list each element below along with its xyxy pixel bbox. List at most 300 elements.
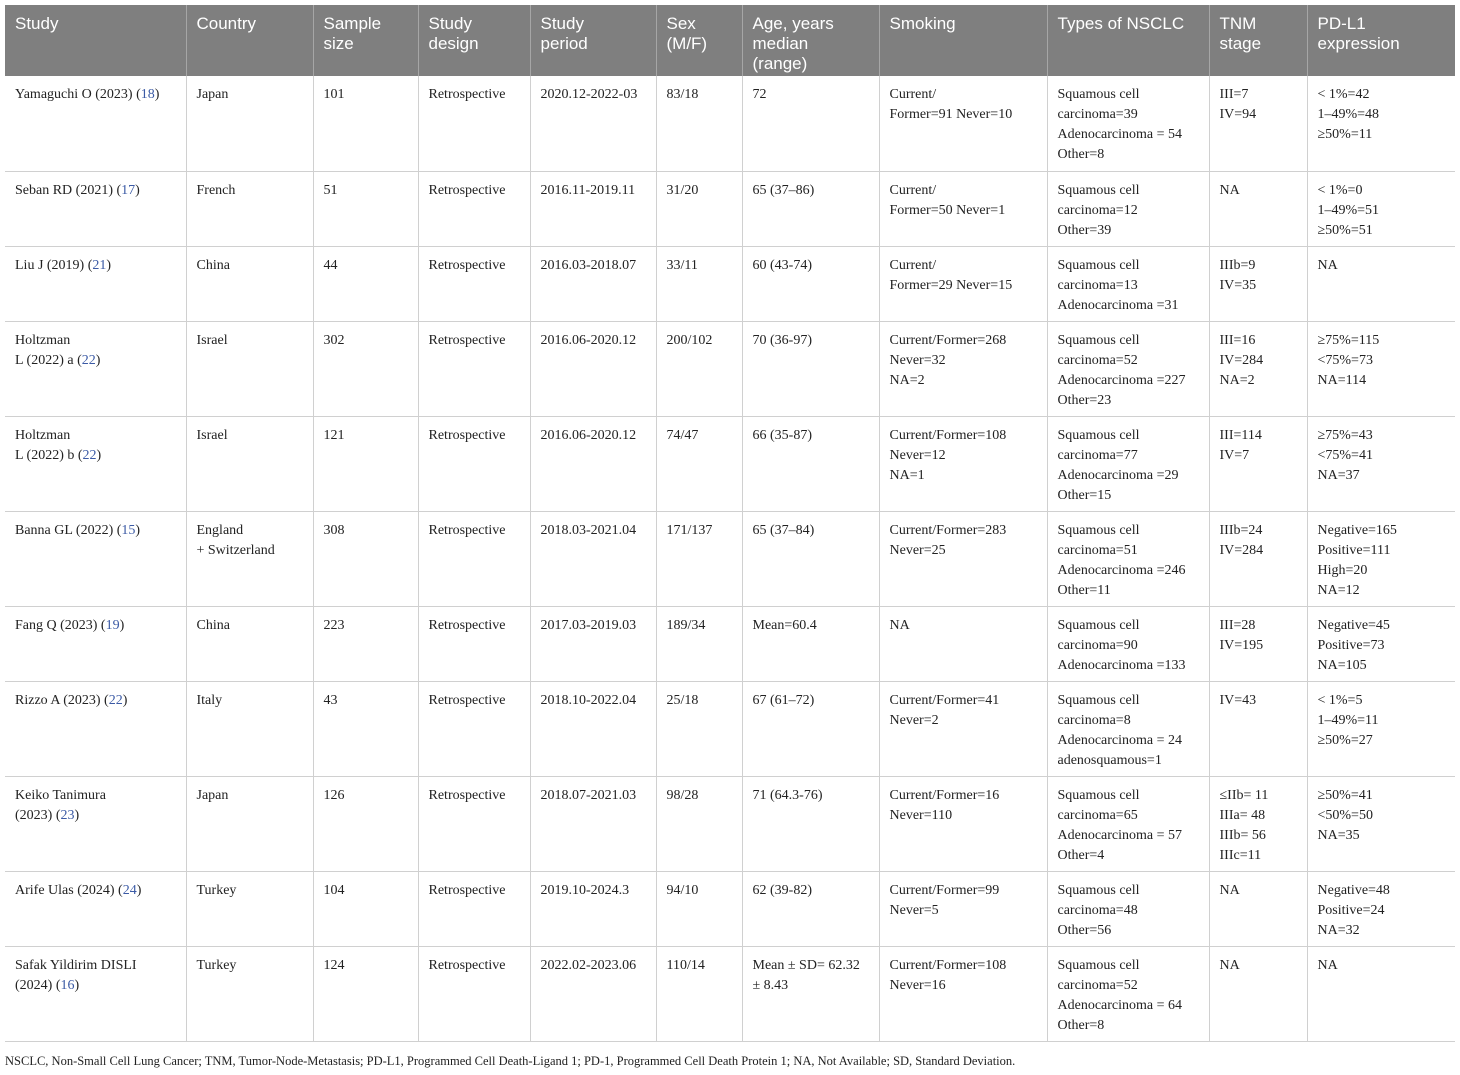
age-line: Mean=60.4 xyxy=(752,617,817,633)
study-label: Seban RD (2021) ( xyxy=(15,182,122,198)
closing-paren: ) xyxy=(136,882,142,898)
header-study-period xyxy=(530,5,656,76)
cell-sex: 189/34 xyxy=(656,606,742,681)
table-row xyxy=(5,606,1455,681)
cell-sex: 31/20 xyxy=(656,171,742,246)
age-line: 66 (35-87) xyxy=(752,427,812,443)
cell-sample: 101 xyxy=(313,76,418,171)
pdl1-line: Negative=45 xyxy=(1317,617,1390,633)
types-line: carcinoma=12 xyxy=(1057,202,1138,218)
smoking-line: Current/ xyxy=(889,257,937,273)
types-line: Squamous cell xyxy=(1057,522,1140,538)
types-line: Squamous cell xyxy=(1057,957,1140,973)
header-line: PD-L1 xyxy=(1317,14,1366,33)
cell-design: Retrospective xyxy=(418,76,530,171)
pdl1-line: < 1%=42 xyxy=(1317,87,1370,102)
cell-smoking xyxy=(879,681,1047,776)
cell-study xyxy=(5,511,186,606)
types-line: Other=11 xyxy=(1057,582,1111,598)
age-line: Mean ± SD= 62.32 xyxy=(752,957,860,973)
study-citation-line xyxy=(15,616,176,636)
header-row xyxy=(5,5,1455,76)
cell-period: 2018.10-2022.04 xyxy=(530,681,656,776)
tnm-line: IIIa= 48 xyxy=(1219,807,1266,823)
tnm-line: IIIc=11 xyxy=(1219,847,1262,863)
pdl1-line: High=20 xyxy=(1317,562,1368,578)
types-line: Other=23 xyxy=(1057,392,1112,408)
cell-smoking xyxy=(879,946,1047,1041)
closing-paren: ) xyxy=(119,617,125,633)
study-label: Liu J (2019) ( xyxy=(15,257,93,273)
age-line: 62 (39-82) xyxy=(752,882,812,898)
closing-paren: ) xyxy=(74,807,80,823)
types-line: Squamous cell xyxy=(1057,427,1140,443)
header-pdl1-expression xyxy=(1307,5,1455,76)
study-citation-line xyxy=(15,521,176,541)
pdl1-line: NA=114 xyxy=(1317,372,1367,388)
header-line: Sex xyxy=(666,14,696,33)
cell-sample: 44 xyxy=(313,246,418,321)
tnm-line: ≤IIb= 11 xyxy=(1219,787,1269,803)
cell-sample: 308 xyxy=(313,511,418,606)
types-line: Other=8 xyxy=(1057,1017,1105,1033)
cell-design: Retrospective xyxy=(418,416,530,511)
types-line: Adenocarcinoma =31 xyxy=(1057,297,1179,313)
tnm-line: IV=94 xyxy=(1219,107,1257,122)
smoking-line: Current/Former=268 xyxy=(889,332,1007,348)
cell-pdl1 xyxy=(1307,321,1455,416)
cell-design: Retrospective xyxy=(418,946,530,1041)
pdl1-line: ≥50%=51 xyxy=(1317,222,1373,238)
header-line: Types of NSCLC xyxy=(1057,14,1185,33)
cell-design: Retrospective xyxy=(418,871,530,946)
types-line: carcinoma=8 xyxy=(1057,712,1131,728)
age-line: 67 (61–72) xyxy=(752,692,815,708)
pdl1-line: Negative=48 xyxy=(1317,882,1390,898)
pdl1-line: ≥50%=27 xyxy=(1317,732,1373,748)
table-row xyxy=(5,416,1455,511)
cell-study xyxy=(5,871,186,946)
study-name-line: Safak Yildirim DISLI xyxy=(15,957,137,973)
cell-types xyxy=(1047,321,1209,416)
pdl1-line: NA=37 xyxy=(1317,467,1360,483)
cell-country xyxy=(186,606,313,681)
cell-design: Retrospective xyxy=(418,776,530,871)
cell-age xyxy=(742,681,879,776)
smoking-line: Never=2 xyxy=(889,712,939,728)
smoking-line: Current/Former=108 xyxy=(889,427,1007,443)
cell-period: 2017.03-2019.03 xyxy=(530,606,656,681)
cell-tnm xyxy=(1209,321,1307,416)
cell-tnm xyxy=(1209,871,1307,946)
cell-sample: 104 xyxy=(313,871,418,946)
cell-country xyxy=(186,246,313,321)
smoking-line: Never=110 xyxy=(889,807,953,823)
cell-sample: 121 xyxy=(313,416,418,511)
study-name-line: Holtzman xyxy=(15,332,71,348)
header-tnm-stage xyxy=(1209,5,1307,76)
cell-types xyxy=(1047,681,1209,776)
cell-design: Retrospective xyxy=(418,681,530,776)
cell-country xyxy=(186,76,313,171)
types-line: carcinoma=90 xyxy=(1057,637,1138,653)
cell-age xyxy=(742,776,879,871)
reference-link[interactable]: 17 xyxy=(121,182,136,198)
study-characteristics-table xyxy=(5,5,1455,1042)
cell-country xyxy=(186,946,313,1041)
closing-paren: ) xyxy=(74,977,80,993)
study-label: Rizzo A (2023) ( xyxy=(15,692,109,708)
reference-link[interactable]: 23 xyxy=(60,807,75,823)
types-line: carcinoma=39 xyxy=(1057,107,1138,122)
types-line: Other=4 xyxy=(1057,847,1105,863)
cell-pdl1 xyxy=(1307,871,1455,946)
pdl1-line: Positive=24 xyxy=(1317,902,1385,918)
smoking-line: Current/Former=99 xyxy=(889,882,1000,898)
pdl1-line: Positive=111 xyxy=(1317,542,1391,558)
country-line: Turkey xyxy=(196,882,237,898)
smoking-line: Current/ xyxy=(889,182,937,198)
cell-smoking xyxy=(879,321,1047,416)
cell-tnm xyxy=(1209,246,1307,321)
study-citation-line xyxy=(15,976,176,996)
cell-study xyxy=(5,171,186,246)
cell-age xyxy=(742,171,879,246)
age-line: 65 (37–84) xyxy=(752,522,815,538)
cell-pdl1 xyxy=(1307,511,1455,606)
study-citation-line xyxy=(15,181,176,201)
smoking-line: Never=12 xyxy=(889,447,946,463)
table-body xyxy=(5,76,1455,1041)
country-line: + Switzerland xyxy=(196,542,275,558)
header-line: Study xyxy=(428,14,472,33)
cell-age xyxy=(742,321,879,416)
smoking-line: Never=32 xyxy=(889,352,946,368)
study-citation-line xyxy=(15,446,176,466)
cell-types xyxy=(1047,606,1209,681)
cell-period: 2022.02-2023.06 xyxy=(530,946,656,1041)
types-line: Adenocarcinoma = 64 xyxy=(1057,997,1183,1013)
header-line: stage xyxy=(1219,34,1262,53)
study-citation-line xyxy=(15,256,176,276)
cell-period: 2016.06-2020.12 xyxy=(530,321,656,416)
tnm-line: III=28 xyxy=(1219,617,1256,633)
closing-paren: ) xyxy=(135,522,141,538)
table-row xyxy=(5,76,1455,171)
reference-link[interactable]: 21 xyxy=(92,257,107,273)
cell-period: 2016.06-2020.12 xyxy=(530,416,656,511)
header-smoking xyxy=(879,5,1047,76)
types-line: Adenocarcinoma = 57 xyxy=(1057,827,1183,843)
country-line: China xyxy=(196,257,230,273)
tnm-line: IIIb=24 xyxy=(1219,522,1263,538)
country-line: England xyxy=(196,522,244,538)
pdl1-line: NA=105 xyxy=(1317,657,1367,673)
cell-types xyxy=(1047,416,1209,511)
types-line: Adenocarcinoma = 54 xyxy=(1057,127,1183,142)
age-line: ± 8.43 xyxy=(752,977,789,993)
cell-smoking xyxy=(879,871,1047,946)
reference-link[interactable]: 15 xyxy=(121,522,136,538)
cell-age xyxy=(742,511,879,606)
header-line: TNM xyxy=(1219,14,1257,33)
cell-period: 2020.12-2022-03 xyxy=(530,76,656,171)
header-sex xyxy=(656,5,742,76)
header-line: size xyxy=(323,34,354,53)
smoking-line: NA xyxy=(889,617,910,633)
cell-sex: 110/14 xyxy=(656,946,742,1041)
country-line: Turkey xyxy=(196,957,237,973)
tnm-line: IV=35 xyxy=(1219,277,1257,293)
closing-paren: ) xyxy=(122,692,128,708)
cell-sex: 33/11 xyxy=(656,246,742,321)
smoking-line: Never=5 xyxy=(889,902,939,918)
smoking-line: Current/Former=283 xyxy=(889,522,1007,538)
table-row xyxy=(5,871,1455,946)
cell-age xyxy=(742,416,879,511)
types-line: carcinoma=13 xyxy=(1057,277,1138,293)
table-row xyxy=(5,171,1455,246)
cell-pdl1 xyxy=(1307,946,1455,1041)
cell-period: 2016.03-2018.07 xyxy=(530,246,656,321)
table-row xyxy=(5,321,1455,416)
pdl1-line: <75%=41 xyxy=(1317,447,1373,463)
study-label: Banna GL (2022) ( xyxy=(15,522,122,538)
tnm-line: IIIb= 56 xyxy=(1219,827,1266,843)
reference-link[interactable]: 22 xyxy=(82,447,97,463)
smoking-line: Current/ xyxy=(889,87,937,102)
cell-design: Retrospective xyxy=(418,511,530,606)
tnm-line: NA=2 xyxy=(1219,372,1255,388)
cell-sex: 74/47 xyxy=(656,416,742,511)
study-citation-line xyxy=(15,351,176,371)
tnm-line: IV=284 xyxy=(1219,542,1264,558)
cell-age xyxy=(742,606,879,681)
cell-types xyxy=(1047,171,1209,246)
table-row xyxy=(5,946,1455,1041)
cell-smoking xyxy=(879,776,1047,871)
tnm-line: III=114 xyxy=(1219,427,1262,443)
cell-period: 2016.11-2019.11 xyxy=(530,171,656,246)
cell-country xyxy=(186,416,313,511)
header-line: (M/F) xyxy=(666,34,708,53)
types-line: Other=15 xyxy=(1057,487,1112,503)
smoking-line: Current/Former=108 xyxy=(889,957,1007,973)
cell-smoking xyxy=(879,171,1047,246)
cell-country xyxy=(186,776,313,871)
table-row xyxy=(5,246,1455,321)
country-line: Israel xyxy=(196,332,228,348)
table-container xyxy=(5,5,1455,1042)
cell-sample: 124 xyxy=(313,946,418,1041)
cell-study xyxy=(5,76,186,171)
country-line: Japan xyxy=(196,787,229,803)
types-line: carcinoma=52 xyxy=(1057,352,1138,368)
pdl1-line: 1–49%=48 xyxy=(1317,107,1380,122)
smoking-line: NA=1 xyxy=(889,467,925,483)
cell-country xyxy=(186,321,313,416)
cell-sample: 51 xyxy=(313,171,418,246)
cell-pdl1 xyxy=(1307,76,1455,171)
cell-types xyxy=(1047,946,1209,1041)
header-study-design xyxy=(418,5,530,76)
types-line: Squamous cell xyxy=(1057,617,1140,633)
pdl1-line: ≥75%=115 xyxy=(1317,332,1380,348)
types-line: carcinoma=77 xyxy=(1057,447,1138,463)
types-line: Squamous cell xyxy=(1057,87,1140,102)
study-label: (2024) ( xyxy=(15,977,61,993)
cell-age xyxy=(742,76,879,171)
smoking-line: Current/Former=16 xyxy=(889,787,1000,803)
age-line: 71 (64.3-76) xyxy=(752,787,823,803)
cell-types xyxy=(1047,76,1209,171)
study-citation-line xyxy=(15,806,176,826)
pdl1-line: NA xyxy=(1317,257,1338,273)
age-line: 65 (37–86) xyxy=(752,182,815,198)
table-row xyxy=(5,681,1455,776)
cell-pdl1 xyxy=(1307,246,1455,321)
cell-types xyxy=(1047,511,1209,606)
cell-sex: 83/18 xyxy=(656,76,742,171)
cell-pdl1 xyxy=(1307,416,1455,511)
cell-period: 2018.03-2021.04 xyxy=(530,511,656,606)
study-citation-line xyxy=(15,85,176,105)
cell-pdl1 xyxy=(1307,776,1455,871)
cell-sex: 200/102 xyxy=(656,321,742,416)
study-label: (2023) ( xyxy=(15,807,61,823)
study-label: Yamaguchi O (2023) ( xyxy=(15,87,141,102)
types-line: Squamous cell xyxy=(1057,692,1140,708)
reference-link[interactable]: 16 xyxy=(60,977,75,993)
closing-paren: ) xyxy=(135,182,140,198)
types-line: Squamous cell xyxy=(1057,182,1140,198)
reference-link[interactable]: 18 xyxy=(140,87,155,102)
cell-study xyxy=(5,606,186,681)
cell-smoking xyxy=(879,511,1047,606)
tnm-line: IV=7 xyxy=(1219,447,1250,463)
header-nsclc-types xyxy=(1047,5,1209,76)
cell-sex: 98/28 xyxy=(656,776,742,871)
table-row xyxy=(5,511,1455,606)
types-line: Other=39 xyxy=(1057,222,1112,238)
header-line: Age, years xyxy=(752,14,834,33)
types-line: Squamous cell xyxy=(1057,882,1140,898)
cell-smoking xyxy=(879,246,1047,321)
types-line: carcinoma=65 xyxy=(1057,807,1138,823)
closing-paren: ) xyxy=(106,257,112,273)
cell-tnm xyxy=(1209,76,1307,171)
pdl1-line: NA xyxy=(1317,957,1338,973)
study-label: L (2022) b ( xyxy=(15,447,83,463)
header-sample-size xyxy=(313,5,418,76)
pdl1-line: < 1%=5 xyxy=(1317,692,1363,708)
cell-study xyxy=(5,416,186,511)
table-row xyxy=(5,776,1455,871)
pdl1-line: Negative=165 xyxy=(1317,522,1397,538)
tnm-line: IIIb=9 xyxy=(1219,257,1256,273)
tnm-line: IV=195 xyxy=(1219,637,1264,653)
types-line: Squamous cell xyxy=(1057,257,1140,273)
study-label: Arife Ulas (2024) ( xyxy=(15,882,123,898)
header-line: Study xyxy=(15,14,59,33)
country-line: Italy xyxy=(196,692,223,708)
tnm-line: III=7 xyxy=(1219,87,1249,102)
header-line: design xyxy=(428,34,479,53)
reference-link[interactable]: 19 xyxy=(105,617,120,633)
cell-tnm xyxy=(1209,946,1307,1041)
header-age xyxy=(742,5,879,76)
cell-period: 2018.07-2021.03 xyxy=(530,776,656,871)
tnm-line: IV=284 xyxy=(1219,352,1264,368)
country-line: French xyxy=(196,182,236,198)
reference-link[interactable]: 22 xyxy=(108,692,123,708)
tnm-line: NA xyxy=(1219,882,1240,898)
pdl1-line: NA=12 xyxy=(1317,582,1360,598)
cell-country xyxy=(186,681,313,776)
study-name-line: Keiko Tanimura xyxy=(15,787,106,803)
cell-pdl1 xyxy=(1307,171,1455,246)
study-name-line: Holtzman xyxy=(15,427,71,443)
closing-paren: ) xyxy=(96,447,102,463)
header-line: Smoking xyxy=(889,14,956,33)
reference-link[interactable]: 22 xyxy=(81,352,96,368)
cell-study xyxy=(5,776,186,871)
smoking-line: Former=29 Never=15 xyxy=(889,277,1013,293)
cell-smoking xyxy=(879,606,1047,681)
cell-study xyxy=(5,321,186,416)
types-line: Squamous cell xyxy=(1057,787,1140,803)
cell-study xyxy=(5,246,186,321)
tnm-line: NA xyxy=(1219,182,1240,198)
cell-types xyxy=(1047,871,1209,946)
pdl1-line: <50%=50 xyxy=(1317,807,1373,823)
types-line: Adenocarcinoma = 24 xyxy=(1057,732,1183,748)
cell-design: Retrospective xyxy=(418,606,530,681)
header-line: (range) xyxy=(752,54,808,73)
types-line: Adenocarcinoma =227 xyxy=(1057,372,1186,388)
cell-sample: 302 xyxy=(313,321,418,416)
smoking-line: Former=91 Never=10 xyxy=(889,107,1013,122)
header-line: median xyxy=(752,34,809,53)
cell-smoking xyxy=(879,76,1047,171)
pdl1-line: ≥50%=11 xyxy=(1317,127,1373,142)
smoking-line: Never=25 xyxy=(889,542,946,558)
cell-study xyxy=(5,681,186,776)
pdl1-line: 1–49%=11 xyxy=(1317,712,1379,728)
reference-link[interactable]: 24 xyxy=(122,882,137,898)
smoking-line: NA=2 xyxy=(889,372,925,388)
country-line: China xyxy=(196,617,230,633)
pdl1-line: <75%=73 xyxy=(1317,352,1373,368)
cell-tnm xyxy=(1209,776,1307,871)
cell-country xyxy=(186,871,313,946)
types-line: Adenocarcinoma =246 xyxy=(1057,562,1186,578)
cell-country xyxy=(186,511,313,606)
cell-sex: 94/10 xyxy=(656,871,742,946)
cell-design: Retrospective xyxy=(418,171,530,246)
country-line: Japan xyxy=(196,87,229,102)
cell-design: Retrospective xyxy=(418,321,530,416)
pdl1-line: ≥50%=41 xyxy=(1317,787,1373,803)
cell-period: 2019.10-2024.3 xyxy=(530,871,656,946)
cell-study xyxy=(5,946,186,1041)
cell-sample: 126 xyxy=(313,776,418,871)
study-label: L (2022) a ( xyxy=(15,352,82,368)
study-label: Fang Q (2023) ( xyxy=(15,617,106,633)
cell-age xyxy=(742,946,879,1041)
types-line: Other=56 xyxy=(1057,922,1112,938)
cell-age xyxy=(742,246,879,321)
